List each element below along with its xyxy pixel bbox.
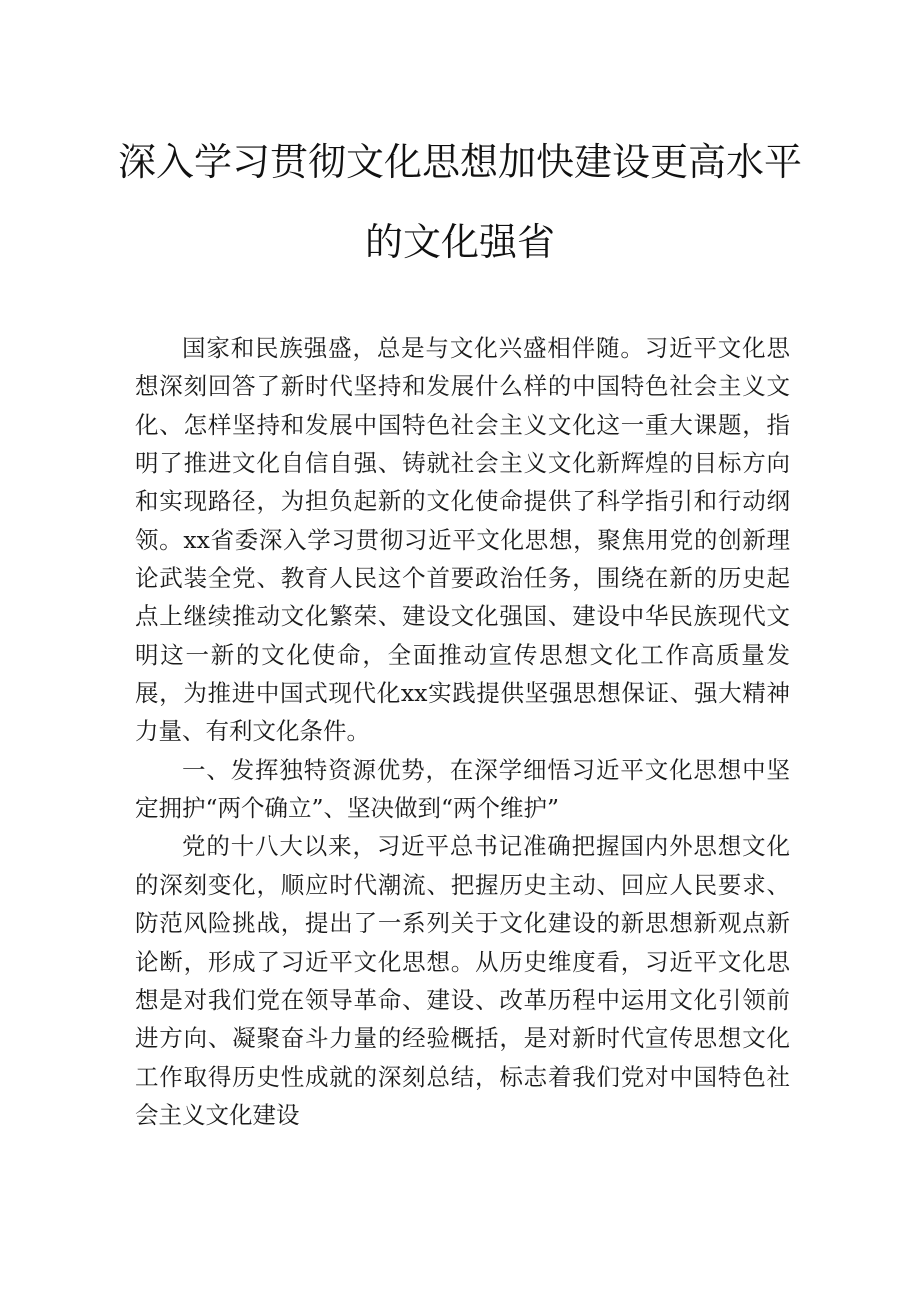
- section-heading-1: 一、发挥独特资源优势，在深学细悟习近平文化思想中坚定拥护“两个确立”、坚决做到“两个维护”: [135, 755, 790, 823]
- paragraph-section-1: 党的十八大以来，习近平总书记准确把握国内外思想文化的深刻变化，顺应时代潮流、把握历史主动、回应人民要求、防范风险挑战，提出了一系列关于文化建设的新思想新观点新论断，形成了习近平文化思想。从历史维度看，习近平文化思想是对我们党在领导革命、建设、改革历程中运用文化引领前进方向、凝聚奋斗力量的经验概括，是对新时代宣传思想文化工作取得历史性成就的深刻总结，标志着我们党对中国特色社会主义文化建设: [135, 832, 790, 1129]
- document-body: [135, 329, 790, 1134]
- paragraph-intro: 国家和民族强盛，总是与文化兴盛相伴随。习近平文化思想深刻回答了新时代坚持和发展什么样的中国特色社会主义文化、怎样坚持和发展中国特色社会主义文化这一重大课题，指明了推进文化自信自强、铸就社会主义文化新辉煌的目标方向和实现路径，为担负起新的文化使命提供了科学指引和行动纲领。xx省委深入学习贯彻习近平文化思想，聚焦用党的创新理论武装全党、教育人民这个首要政治任务，围绕在新的历史起点上继续推动文化繁荣、建设文化强国、建设中华民族现代文明这一新的文化使命，全面推动宣传思想文化工作高质量发展，为推进中国式现代化xx实践提供坚强思想保证、强大精神力量、有利文化条件。: [135, 334, 790, 746]
- document-title-line-1: 深入学习贯彻文化思想加快建设更高水平: [117, 140, 802, 184]
- document-title-line-2: 的文化强省: [364, 220, 555, 264]
